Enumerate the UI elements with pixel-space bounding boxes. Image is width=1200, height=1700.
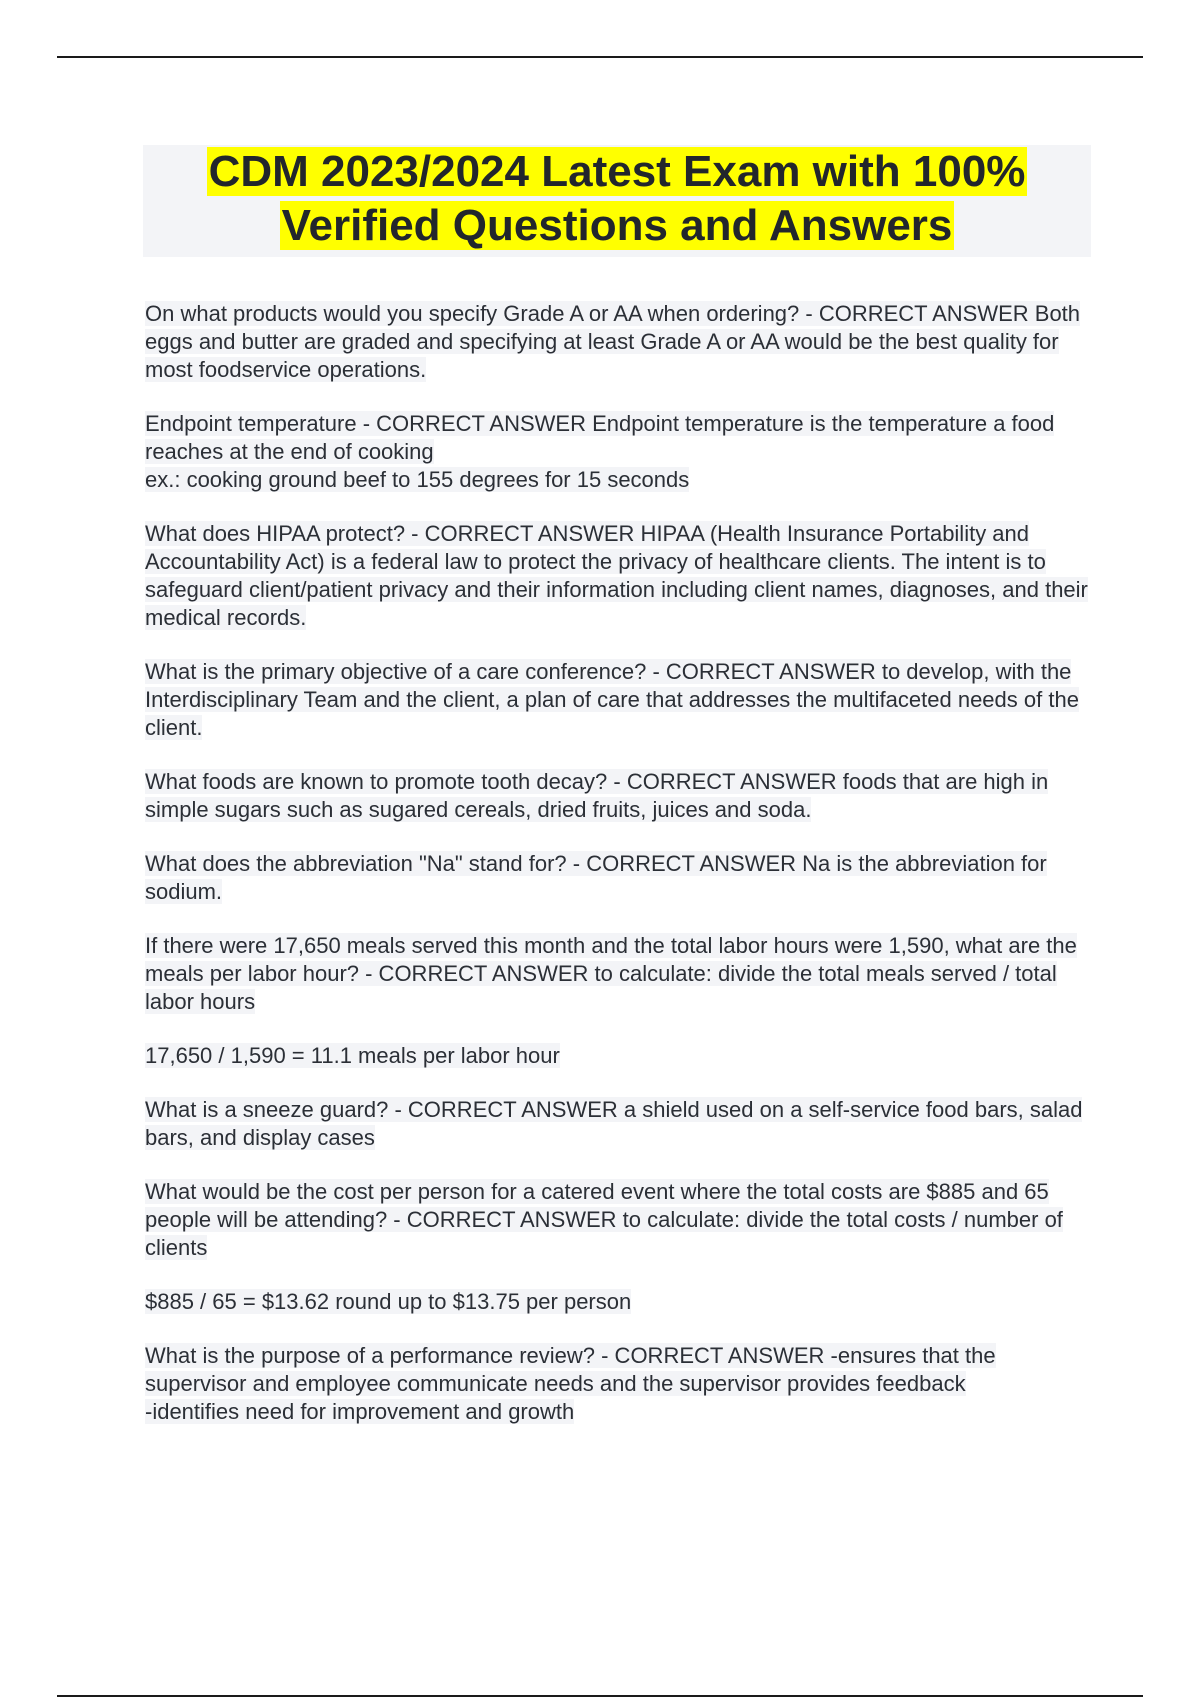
title-line-1: CDM 2023/2024 Latest Exam with 100% xyxy=(208,147,1026,196)
document-title xyxy=(143,145,1091,257)
qa-entry: What is the primary objective of a care conference? - CORRECT ANSWER to develop, with the Interdisciplinary Team and the client, a plan of care that addresses the multifaceted needs of the client. xyxy=(145,659,1079,740)
qa-entry: What does HIPAA protect? - CORRECT ANSWER HIPAA (Health Insurance Portability and Accountability Act) is a federal law to protect the privacy of healthcare clients. The intent is to safeguard client/patient privacy and their information including client names, diagnoses, and their medical records. xyxy=(145,521,1088,630)
bottom-rule xyxy=(57,1695,1143,1697)
top-rule xyxy=(57,56,1143,58)
calculation-line: 17,650 / 1,590 = 11.1 meals per labor hour xyxy=(145,1043,560,1068)
qa-entry: What foods are known to promote tooth decay? - CORRECT ANSWER foods that are high in simple sugars such as sugared cereals, dried fruits, juices and soda. xyxy=(145,769,1049,822)
qa-entry: What does the abbreviation "Na" stand for? - CORRECT ANSWER Na is the abbreviation for sodium. xyxy=(145,851,1047,904)
qa-entry: Endpoint temperature - CORRECT ANSWER Endpoint temperature is the temperature a food reaches at the end of cooking ex.: cooking ground beef to 155 degrees for 15 seconds xyxy=(145,411,1055,492)
qa-list xyxy=(145,300,1095,1452)
qa-entry: What is the purpose of a performance review? - CORRECT ANSWER -ensures that the supervisor and employee communicate needs and the supervisor provides feedback -identifies need for improvement and growth xyxy=(145,1343,996,1424)
title-line-2: Verified Questions and Answers xyxy=(281,201,953,250)
qa-entry: What is a sneeze guard? - CORRECT ANSWER a shield used on a self-service food bars, salad bars, and display cases xyxy=(145,1097,1083,1150)
qa-entry: On what products would you specify Grade A or AA when ordering? - CORRECT ANSWER Both eggs and butter are graded and specifying at least Grade A or AA would be the best quality for most foodservice operations. xyxy=(145,301,1081,382)
qa-entry: What would be the cost per person for a catered event where the total costs are $885 and 65 people will be attending? - CORRECT ANSWER to calculate: divide the total costs / number of clients xyxy=(145,1179,1063,1260)
calculation-line: $885 / 65 = $13.62 round up to $13.75 per person xyxy=(145,1289,632,1314)
qa-entry: If there were 17,650 meals served this month and the total labor hours were 1,590, what are the meals per labor hour? - CORRECT ANSWER to calculate: divide the total meals served / total labor hours xyxy=(145,933,1077,1014)
